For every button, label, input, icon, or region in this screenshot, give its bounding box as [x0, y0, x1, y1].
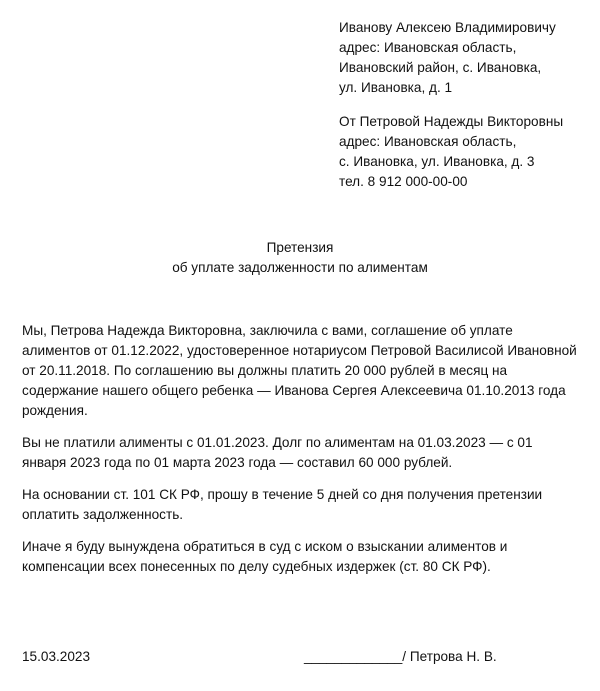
body-paragraph	[22, 433, 577, 473]
body-paragraph	[22, 537, 577, 577]
body-paragraph	[22, 321, 577, 421]
body-line: алиментов от 01.12.2022, удостоверенное нотариусом Петровой Василисой Ивановной	[22, 343, 577, 358]
sender-line: тел. 8 912 000-00-00	[339, 174, 468, 189]
body-line: Мы, Петрова Надежда Викторовна, заключила с вами, соглашение об уплате	[22, 323, 513, 338]
footer-date	[22, 647, 90, 667]
body-line: содержание нашего общего ребенка — Иванова Сергея Алексеевича 01.10.2013 года	[22, 383, 566, 398]
body-paragraph	[22, 485, 577, 525]
body-line: На основании ст. 101 СК РФ, прошу в течение 5 дней со дня получения претензии	[22, 487, 543, 502]
sender-line: адрес: Ивановская область,	[339, 134, 517, 149]
body-line: Иначе я буду вынуждена обратиться в суд с иском о взыскании алиментов и	[22, 539, 508, 554]
body-line: оплатить задолженность.	[22, 507, 184, 522]
sender-line: От Петровой Надежды Викторовны	[339, 114, 564, 129]
document-body	[22, 321, 577, 577]
date-text: 15.03.2023	[22, 649, 91, 664]
body-line: января 2023 года по 01 марта 2023 года — составил 60 000 рублей.	[22, 455, 453, 470]
recipient-line: ул. Ивановка, д. 1	[339, 80, 453, 95]
recipient-block	[339, 18, 556, 98]
body-line: компенсации всех понесенных по делу судебных издержек (ст. 80 СК РФ).	[22, 559, 491, 574]
body-line: от 20.11.2018. По соглашению вы должны платить 20 000 рублей в месяц на	[22, 363, 508, 378]
title-main: Претензия	[266, 240, 334, 255]
body-line: рождения.	[22, 403, 88, 418]
signature-text: _____________/ Петрова Н. В.	[304, 649, 497, 664]
recipient-line: адрес: Ивановская область,	[339, 40, 517, 55]
body-line: Вы не платили алименты с 01.01.2023. Долг по алиментам на 01.03.2023 — с 01	[22, 435, 533, 450]
recipient-line: Ивановский район, с. Ивановка,	[339, 60, 542, 75]
sender-block	[339, 112, 563, 192]
document-title	[0, 238, 600, 278]
sender-line: с. Ивановка, ул. Ивановка, д. 3	[339, 154, 535, 169]
title-subtitle: об уплате задолженности по алиментам	[172, 260, 428, 275]
signature-line	[304, 647, 497, 667]
recipient-line: Иванову Алексею Владимировичу	[339, 20, 556, 35]
